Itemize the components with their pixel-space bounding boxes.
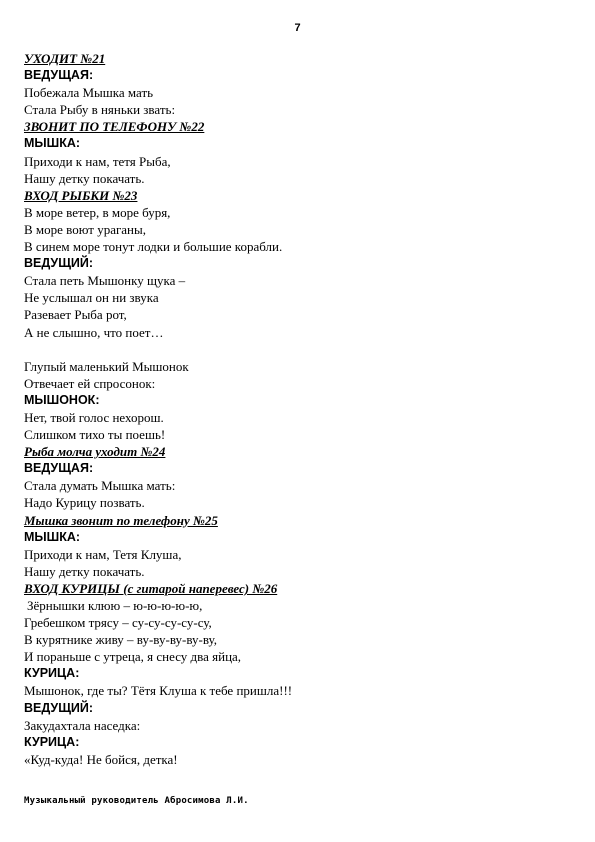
stage-cue: ВХОД РЫБКИ №23 [24,187,138,203]
verse-line: Стала Рыбу в няньки звать: [24,102,176,118]
verse-line: В курятнике живу – ву-ву-ву-ву-ву, [24,632,218,648]
verse-line: Отвечает ей спросонок: [24,375,156,391]
speaker-name: КУРИЦА: [24,666,80,681]
verse-line: Нашу детку покачать. [24,170,145,186]
stage-cue: ВХОД КУРИЦЫ (с гитарой наперевес) №26 [24,580,278,596]
speaker-name: ВЕДУЩИЙ: [24,256,94,271]
verse-line: Приходи к нам, Тетя Клуша, [24,546,182,562]
verse-line: И пораньше с утреца, я снесу два яйца, [24,649,242,665]
speaker-name: КУРИЦА: [24,734,80,749]
verse-line: Надо Курицу позвать. [24,495,145,511]
verse-line: Приходи к нам, тетя Рыба, [24,153,171,169]
stage-cue: ЗВОНИТ ПО ТЕЛЕФОНУ №22 [24,119,205,135]
verse-line: Стала думать Мышка мать: [24,478,176,494]
speaker-name: ВЕДУЩАЯ: [24,461,94,476]
verse-line: «Куд-куда! Не бойся, детка! [24,751,178,767]
footer-author: Музыкальный руководитель Абросимова Л.И. [24,796,249,806]
speaker-name: МЫШОНОК: [24,392,100,407]
verse-line: Глупый маленький Мышонок [24,358,189,374]
verse-line: Разевает Рыба рот, [24,307,127,323]
stage-cue: УХОДИТ №21 [24,51,106,66]
verse-line: Не услышал он ни звука [24,290,159,306]
stage-cue: Мышка звонит по телефону №25 [24,512,218,528]
speaker-name: ВЕДУЩАЯ: [24,68,94,83]
speaker-name: МЫШКА: [24,136,81,151]
verse-line: Закудахтала наседка: [24,717,141,733]
verse-line: Гребешком трясу – су-су-су-су-су, [24,615,212,631]
verse-line: Мышонок, где ты? Тётя Клуша к тебе пришла!!! [24,683,293,699]
verse-line: Слишком тихо ты поешь! [24,427,166,443]
verse-line: Зёрнышки клюю – ю-ю-ю-ю-ю, [27,598,203,613]
speaker-name: ВЕДУЩИЙ: [24,700,94,715]
verse-line: Нет, твой голос нехорош. [24,409,164,425]
script-text [24,50,572,768]
verse-line: Стала петь Мышонку щука – [24,273,186,289]
verse-line: А не слышно, что поет… [24,324,164,340]
verse-line: В море ветер, в море буря, [24,204,171,220]
page-number: 7 [294,22,301,34]
verse-line: Побежала Мышка мать [24,85,154,101]
speaker-name: МЫШКА: [24,529,81,544]
blank-line [24,341,572,358]
stage-cue: Рыба молча уходит №24 [24,444,166,460]
verse-line: В синем море тонут лодки и большие корабли. [24,239,283,255]
verse-line: Нашу детку покачать. [24,563,145,579]
verse-line: В море воют ураганы, [24,221,147,237]
